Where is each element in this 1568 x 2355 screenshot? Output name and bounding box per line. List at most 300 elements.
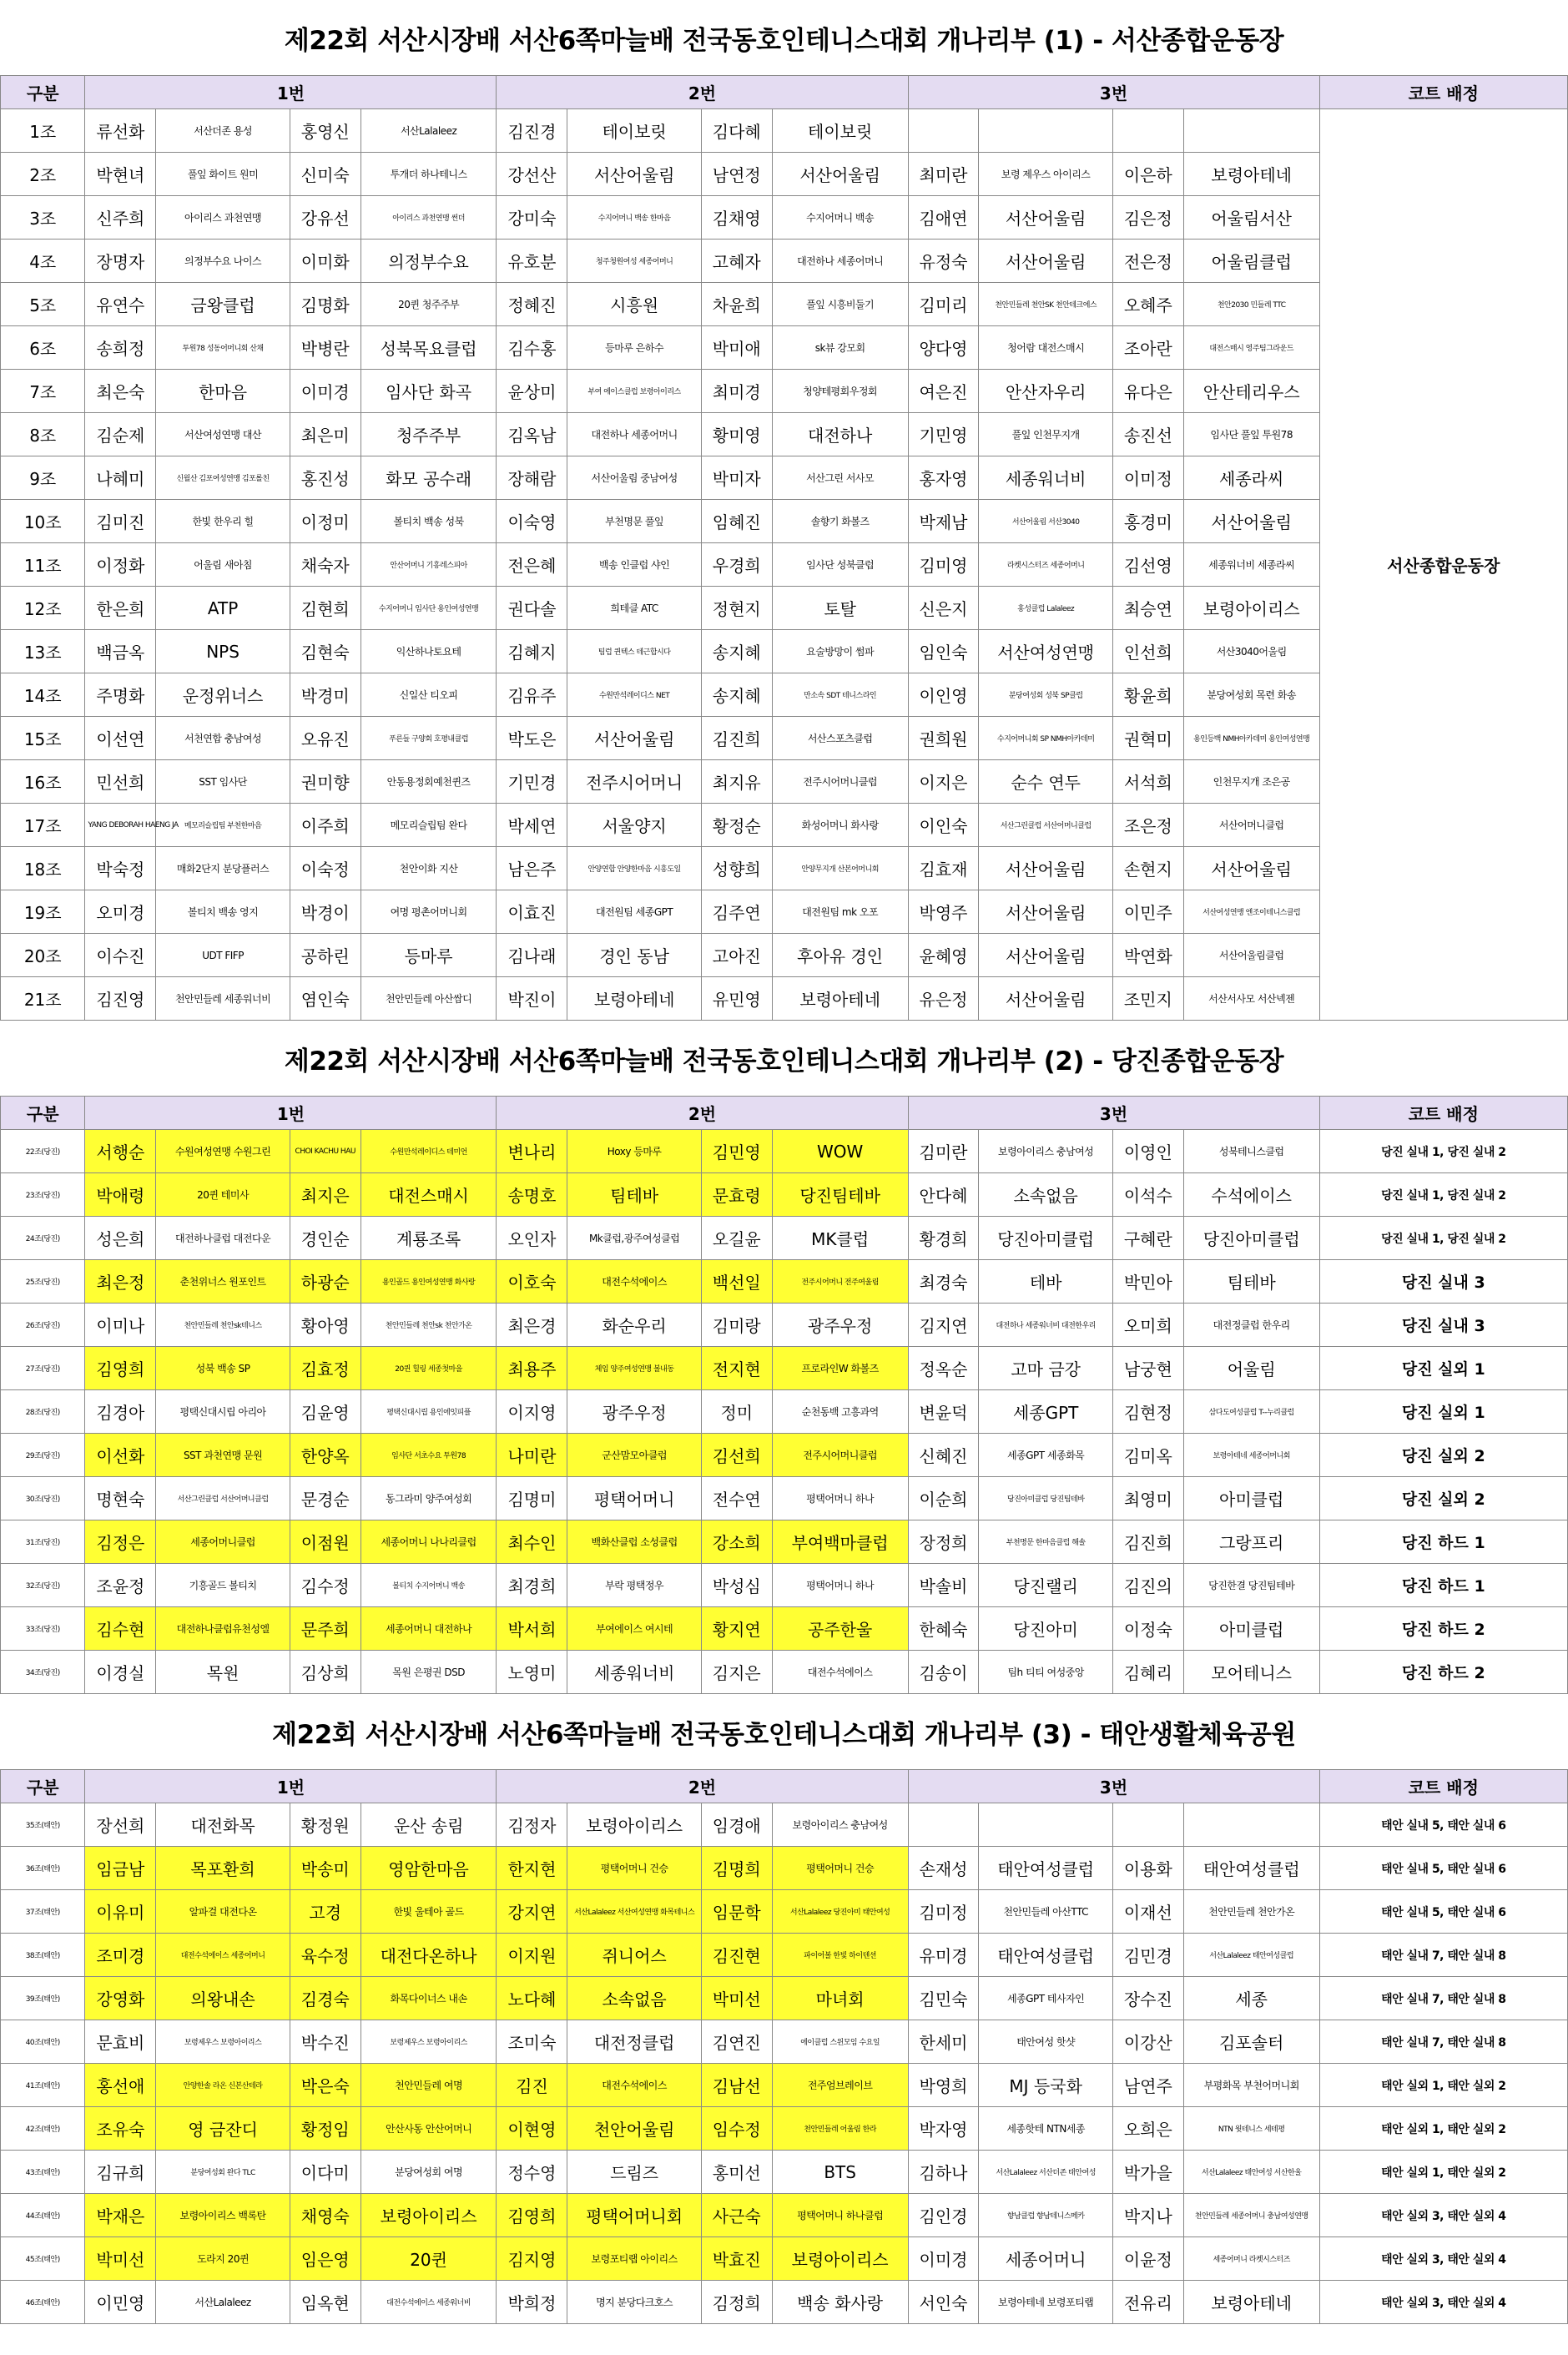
player-name: 이정미 (290, 500, 360, 543)
player-club: 어울림 새아침 (156, 543, 290, 587)
player-name: 최미란 (908, 153, 979, 196)
bracket-table (0, 75, 1568, 1021)
player-club: 서천연합 충남여성 (156, 717, 290, 760)
player-name: 김민영 (701, 1130, 772, 1173)
player-name: 전은정 (1112, 240, 1183, 283)
player-club: 대전하나클럽 대전다운 (156, 1217, 290, 1260)
column-header: 코트 배정 (1319, 76, 1567, 109)
player-club: 등마루 은하수 (567, 326, 701, 370)
player-club: 서산Lalaleez 태안여성클럽 (1183, 1934, 1319, 1977)
player-name: 김미리 (908, 283, 979, 326)
player-name: 구혜란 (1112, 1217, 1183, 1260)
table-row (1, 1564, 1568, 1607)
player-name: 박영주 (908, 890, 979, 934)
player-name: 홍미선 (701, 2151, 772, 2194)
player-club: 대전스매시 (360, 1173, 497, 1217)
player-club: 보령제우스 보령아이리스 (156, 2020, 290, 2064)
player-club: 성북 백송 SP (156, 1347, 290, 1390)
player-club: 부평화목 부천어머니회 (1183, 2064, 1319, 2107)
player-name: 최지은 (290, 1173, 360, 1217)
player-club: 테이보릿 (772, 109, 908, 153)
court-assignment: 태안 실외 3, 태안 실외 4 (1319, 2281, 1567, 2324)
player-club: 세종어머니 대전하나 (360, 1607, 497, 1651)
player-name: 류선화 (85, 109, 156, 153)
player-name: 오혜주 (1112, 283, 1183, 326)
player-club: 서산Lalaleez (156, 2281, 290, 2324)
player-club: 세종워너비 (567, 1651, 701, 1694)
group-label: 20조 (1, 934, 85, 977)
group-label: 31조(당진) (1, 1520, 85, 1564)
player-club: 안동용정회예천퀸즈 (360, 760, 497, 804)
table-row (1, 2151, 1568, 2194)
player-club: 천안민들레 천안sk 천안가온 (360, 1304, 497, 1347)
player-name: 양다영 (908, 326, 979, 370)
player-club: 어울림클럽 (1183, 240, 1319, 283)
player-name: 남연정 (701, 153, 772, 196)
player-name: 정수영 (497, 2151, 567, 2194)
player-name: 한지현 (497, 1847, 567, 1890)
column-header: 2번 (497, 76, 908, 109)
column-header: 3번 (908, 76, 1319, 109)
player-name: 문경순 (290, 1477, 360, 1520)
player-club: 서산어울림 (567, 153, 701, 196)
column-header: 3번 (908, 1770, 1319, 1803)
group-label: 19조 (1, 890, 85, 934)
player-name: 송지혜 (701, 630, 772, 673)
player-club: 아이리스 과천연맹 썬더 (360, 196, 497, 240)
player-name: 최수인 (497, 1520, 567, 1564)
player-name: 이유미 (85, 1890, 156, 1934)
player-club: 대전정클럽 (567, 2020, 701, 2064)
player-club: 수원만석레이디스 NET (567, 673, 701, 717)
player-name: 김혜지 (497, 630, 567, 673)
player-club: 대전원팀 mk 오포 (772, 890, 908, 934)
player-name: 장정희 (908, 1520, 979, 1564)
table-row (1, 1520, 1568, 1564)
player-club: 체임 양주여성연맹 볼내동 (567, 1347, 701, 1390)
column-header: 3번 (908, 1097, 1319, 1130)
player-name: 김정자 (497, 1803, 567, 1847)
player-name: 이윤정 (1112, 2237, 1183, 2281)
player-name: 이민영 (85, 2281, 156, 2324)
player-club: 소속없음 (979, 1173, 1112, 1217)
court-assignment: 태안 실외 1, 태안 실외 2 (1319, 2064, 1567, 2107)
table-row (1, 1890, 1568, 1934)
court-assignment: 태안 실내 7, 태안 실내 8 (1319, 2020, 1567, 2064)
group-label: 8조 (1, 413, 85, 456)
player-name: 이미경 (908, 2237, 979, 2281)
player-club: 부락 평택정우 (567, 1564, 701, 1607)
group-label: 3조 (1, 196, 85, 240)
player-name: 김진경 (497, 109, 567, 153)
court-assignment: 태안 실내 7, 태안 실내 8 (1319, 1977, 1567, 2020)
player-name: 신주희 (85, 196, 156, 240)
player-name: 고혜자 (701, 240, 772, 283)
player-club: 보령아이리스 충남여성 (772, 1803, 908, 1847)
table-row (1, 2281, 1568, 2324)
player-club: 보령아테네 (1183, 2281, 1319, 2324)
player-club: 드림즈 (567, 2151, 701, 2194)
player-club: NPS (156, 630, 290, 673)
player-club: 서산Lalaleez 서산더존 태안여성 (979, 2151, 1112, 2194)
player-name (1112, 1803, 1183, 1847)
player-club: 향남클럽 향남테니스메카 (979, 2194, 1112, 2237)
player-name: 홍영신 (290, 109, 360, 153)
court-assignment: 태안 실내 5, 태안 실내 6 (1319, 1803, 1567, 1847)
player-name: 서행순 (85, 1130, 156, 1173)
player-club: 희테클 ATC (567, 587, 701, 630)
player-club: 그랑프리 (1183, 1520, 1319, 1564)
table-row (1, 1260, 1568, 1304)
group-label: 32조(당진) (1, 1564, 85, 1607)
player-name: 이다미 (290, 2151, 360, 2194)
player-name: 이점원 (290, 1520, 360, 1564)
court-assignment: 태안 실내 5, 태안 실내 6 (1319, 1847, 1567, 1890)
player-club: 운산 송림 (360, 1803, 497, 1847)
player-name: 김경숙 (290, 1977, 360, 2020)
player-club: 서산어울림클럽 (1183, 934, 1319, 977)
player-name: 임혜진 (701, 500, 772, 543)
player-name: 신은지 (908, 587, 979, 630)
player-name: 이미경 (290, 370, 360, 413)
player-name: 최경희 (497, 1564, 567, 1607)
player-name: 김다혜 (701, 109, 772, 153)
player-name (1112, 109, 1183, 153)
player-club: 서산3040어울림 (1183, 630, 1319, 673)
player-name: 김명희 (701, 1847, 772, 1890)
player-club: 보령아이리스 백록탄 (156, 2194, 290, 2237)
player-club: 대전수석에이스 (567, 1260, 701, 1304)
player-name: 이호숙 (497, 1260, 567, 1304)
player-name: 이미정 (1112, 456, 1183, 500)
player-club: 세종GPT 세종화목 (979, 1434, 1112, 1477)
player-name: 최미경 (701, 370, 772, 413)
player-club: 안산자우리 (979, 370, 1112, 413)
player-name: 장명자 (85, 240, 156, 283)
player-name: 박애령 (85, 1173, 156, 1217)
player-name: 황미영 (701, 413, 772, 456)
player-club: 팀테바 (567, 1173, 701, 1217)
player-club: 보령제우스 보령아이리스 (360, 2020, 497, 2064)
player-club: 백송 인클럽 샤인 (567, 543, 701, 587)
player-name: 채숙자 (290, 543, 360, 587)
player-name: 임금남 (85, 1847, 156, 1890)
court-assignment: 당진 실외 1 (1319, 1347, 1567, 1390)
table-row (1, 109, 1568, 153)
player-name: 공하린 (290, 934, 360, 977)
player-name: 이효진 (497, 890, 567, 934)
player-name: 김명미 (497, 1477, 567, 1520)
player-club: 평택어머니회 (567, 2194, 701, 2237)
player-club: 아이리스 과천연맹 (156, 196, 290, 240)
player-club: 전주시어머니클럽 (772, 760, 908, 804)
player-name: 박진이 (497, 977, 567, 1021)
player-club: Hoxy 등마루 (567, 1130, 701, 1173)
player-name: 손재성 (908, 1847, 979, 1890)
player-club: 서산어울림 (979, 977, 1112, 1021)
player-name: 정옥순 (908, 1347, 979, 1390)
player-club: 대전스매시 영주팀그라운드 (1183, 326, 1319, 370)
player-name: 전유리 (1112, 2281, 1183, 2324)
player-name: 황정원 (290, 1803, 360, 1847)
player-club: 안양한솔 라온 신본산테라 (156, 2064, 290, 2107)
player-club: 투개더 하나테니스 (360, 153, 497, 196)
player-club: 분당여성회 목련 화송 (1183, 673, 1319, 717)
player-name: 하광순 (290, 1260, 360, 1304)
player-name: 강영화 (85, 1977, 156, 2020)
player-club: 대전화목 (156, 1803, 290, 1847)
player-name: 이용화 (1112, 1847, 1183, 1890)
court-assignment: 당진 실내 3 (1319, 1304, 1567, 1347)
player-club: 서산어울림 (1183, 500, 1319, 543)
player-name: 이강산 (1112, 2020, 1183, 2064)
player-name: 김영희 (497, 2194, 567, 2237)
player-club: 세종어머니 라켓시스터즈 (1183, 2237, 1319, 2281)
player-club: 천안민들레 세종워너비 (156, 977, 290, 1021)
player-club: 파이어볼 한빛 하이텐션 (772, 1934, 908, 1977)
player-name: 권다솔 (497, 587, 567, 630)
player-club: 기흥골드 볼티치 (156, 1564, 290, 1607)
player-name: 김채영 (701, 196, 772, 240)
player-club: 세종어머니클럽 (156, 1520, 290, 1564)
player-name: 이현영 (497, 2107, 567, 2151)
player-name: 이수진 (85, 934, 156, 977)
player-club: 보령아이리스 (772, 2237, 908, 2281)
player-club: 후아유 경인 (772, 934, 908, 977)
player-name: 송희정 (85, 326, 156, 370)
group-label: 13조 (1, 630, 85, 673)
player-club: 보령아이리스 (567, 1803, 701, 1847)
table-row (1, 2237, 1568, 2281)
player-name: 김남선 (701, 2064, 772, 2107)
player-name (908, 1803, 979, 1847)
court-assignment: 당진 하드 2 (1319, 1651, 1567, 1694)
table-row (1, 1130, 1568, 1173)
player-name: 권혁미 (1112, 717, 1183, 760)
player-club: 세종GPT 테사자인 (979, 1977, 1112, 2020)
player-club: 운정위너스 (156, 673, 290, 717)
player-name: 육수정 (290, 1934, 360, 1977)
player-name: 남연주 (1112, 2064, 1183, 2107)
court-assignment: 태안 실내 5, 태안 실내 6 (1319, 1890, 1567, 1934)
court-assignment: 당진 실내 3 (1319, 1260, 1567, 1304)
player-club: 천안민들레 천안가온 (1183, 1890, 1319, 1934)
player-club: 성북테니스클럽 (1183, 1130, 1319, 1173)
player-club: 세종 (1183, 1977, 1319, 2020)
table-row (1, 1651, 1568, 1694)
court-assignment: 당진 실외 2 (1319, 1477, 1567, 1520)
player-club: 대전하나 세종워너비 대전한우리 (979, 1304, 1112, 1347)
player-club: 수지어머니 백송 한마음 (567, 196, 701, 240)
player-name: 김수홍 (497, 326, 567, 370)
player-club: 임사단 서초수요 투원78 (360, 1434, 497, 1477)
player-club (1183, 1803, 1319, 1847)
player-club: 보령아테네 (567, 977, 701, 1021)
column-header: 1번 (85, 1097, 497, 1130)
player-club: 부여에이스 여시테 (567, 1607, 701, 1651)
player-club: 푸른들 구양회 호평내클럽 (360, 717, 497, 760)
player-name: 이경실 (85, 1651, 156, 1694)
player-name: 문주희 (290, 1607, 360, 1651)
court-assignment: 당진 실내 1, 당진 실내 2 (1319, 1173, 1567, 1217)
player-name: 최은경 (497, 1304, 567, 1347)
player-name: 오인자 (497, 1217, 567, 1260)
player-club: 태안여성 핫샷 (979, 2020, 1112, 2064)
player-name: 박자영 (908, 2107, 979, 2151)
player-name: 김진 (497, 2064, 567, 2107)
player-club: BTS (772, 2151, 908, 2194)
group-label: 4조 (1, 240, 85, 283)
group-label: 40조(태안) (1, 2020, 85, 2064)
player-club: 임사단 풀잎 투원78 (1183, 413, 1319, 456)
player-club: 천안민들레 천안SK 천안테크에스 (979, 283, 1112, 326)
player-name: 김미옥 (1112, 1434, 1183, 1477)
player-club: 순수 연두 (979, 760, 1112, 804)
table-row (1, 2107, 1568, 2151)
player-name: 조미경 (85, 1934, 156, 1977)
group-label: 21조 (1, 977, 85, 1021)
column-header: 코트 배정 (1319, 1770, 1567, 1803)
player-club: 서산Lalaleez 서산여성연맹 화목테니스 (567, 1890, 701, 1934)
group-label: 37조(태안) (1, 1890, 85, 1934)
player-name: 이인숙 (908, 804, 979, 847)
player-name: 김진희 (1112, 1520, 1183, 1564)
player-name: 남궁현 (1112, 1347, 1183, 1390)
group-label: 16조 (1, 760, 85, 804)
player-name: 조유숙 (85, 2107, 156, 2151)
group-label: 26조(당진) (1, 1304, 85, 1347)
player-club: 마녀회 (772, 1977, 908, 2020)
player-name: 채영숙 (290, 2194, 360, 2237)
player-club: 경인 동남 (567, 934, 701, 977)
player-club: 한마음 (156, 370, 290, 413)
table-row (1, 1607, 1568, 1651)
player-club: 매화2단지 분당플러스 (156, 847, 290, 890)
player-club: 평택어머니 하나 (772, 1564, 908, 1607)
player-club: 테바 (979, 1260, 1112, 1304)
player-name: 성향희 (701, 847, 772, 890)
player-name: 오미희 (1112, 1304, 1183, 1347)
group-label: 42조(태안) (1, 2107, 85, 2151)
player-club: 팀럽 퀸텍스 테근합시다 (567, 630, 701, 673)
player-name: 김현정 (1112, 1390, 1183, 1434)
court-assignment: 당진 실외 2 (1319, 1434, 1567, 1477)
player-club: 임사단 화곡 (360, 370, 497, 413)
player-club: 천안어울림 (567, 2107, 701, 2151)
group-label: 28조(당진) (1, 1390, 85, 1434)
player-club: 안양무지개 산본어머니회 (772, 847, 908, 890)
player-club: 어울림 (1183, 1347, 1319, 1390)
group-label: 35조(태안) (1, 1803, 85, 1847)
player-name: 박현녀 (85, 153, 156, 196)
player-club: sk뷰 강모회 (772, 326, 908, 370)
player-name: 박재은 (85, 2194, 156, 2237)
player-club: 평택어머니 하나클럽 (772, 2194, 908, 2237)
player-name: 김효재 (908, 847, 979, 890)
player-club: 태안여성클럽 (1183, 1847, 1319, 1890)
player-club: 분당여성회 완다 TLC (156, 2151, 290, 2194)
group-label: 7조 (1, 370, 85, 413)
player-name: 한혜숙 (908, 1607, 979, 1651)
player-club: 볼티치 수지어머니 백송 (360, 1564, 497, 1607)
player-club: 한빛 울테아 골드 (360, 1890, 497, 1934)
player-name: 임문학 (701, 1890, 772, 1934)
player-club: 영암한마음 (360, 1847, 497, 1890)
player-name: 전은혜 (497, 543, 567, 587)
player-name: 박효진 (701, 2237, 772, 2281)
player-club: 토탈 (772, 587, 908, 630)
player-club: 춘천위너스 원포인트 (156, 1260, 290, 1304)
player-club: 세종어머니 나나리클럽 (360, 1520, 497, 1564)
player-name: 사근숙 (701, 2194, 772, 2237)
player-name: 황정순 (701, 804, 772, 847)
player-name: 한세미 (908, 2020, 979, 2064)
player-name: 기민영 (908, 413, 979, 456)
group-label: 41조(태안) (1, 2064, 85, 2107)
player-club: 보령아이리스 (1183, 587, 1319, 630)
player-name: 유호분 (497, 240, 567, 283)
player-name: 황지연 (701, 1607, 772, 1651)
player-club: 성북목요클럽 (360, 326, 497, 370)
player-name: 최은숙 (85, 370, 156, 413)
player-club: 세종핫테 NTN세종 (979, 2107, 1112, 2151)
table-row (1, 2020, 1568, 2064)
player-name: 조아란 (1112, 326, 1183, 370)
player-club: 서산어울림 (979, 847, 1112, 890)
player-club: 등마루 (360, 934, 497, 977)
group-label: 30조(당진) (1, 1477, 85, 1520)
player-name: 노다혜 (497, 1977, 567, 2020)
player-club: 보령 제우스 아이리스 (979, 153, 1112, 196)
player-club: 안산사동 안산어머니 (360, 2107, 497, 2151)
player-club: 수지어머니 백송 (772, 196, 908, 240)
player-club: 세종어머니 (979, 2237, 1112, 2281)
player-name: 최용주 (497, 1347, 567, 1390)
player-name: 경인순 (290, 1217, 360, 1260)
player-name: 박성심 (701, 1564, 772, 1607)
group-label: 5조 (1, 283, 85, 326)
player-name: 김민숙 (908, 1977, 979, 2020)
player-club: Mk클럽,광주여성클럽 (567, 1217, 701, 1260)
player-club: 분당여성회 여명 (360, 2151, 497, 2194)
player-club: UDT FIFP (156, 934, 290, 977)
player-club: 서산여성연맹 (979, 630, 1112, 673)
court-assignment: 당진 실외 1 (1319, 1390, 1567, 1434)
player-name: 강미숙 (497, 196, 567, 240)
player-club: 임사단 성북클럽 (772, 543, 908, 587)
player-name: 황경희 (908, 1217, 979, 1260)
player-club: 팀테바 (1183, 1260, 1319, 1304)
player-name: 김윤영 (290, 1390, 360, 1434)
player-club: 대전수석에이스 (772, 1651, 908, 1694)
player-club: 풀잎 인천무지개 (979, 413, 1112, 456)
player-name: 김애연 (908, 196, 979, 240)
player-name: 전지현 (701, 1347, 772, 1390)
player-club: 대전원팀 세종GPT (567, 890, 701, 934)
player-name: 유정숙 (908, 240, 979, 283)
group-label: 14조 (1, 673, 85, 717)
player-name: 나혜미 (85, 456, 156, 500)
player-club: 아미클럽 (1183, 1607, 1319, 1651)
player-name: 권미향 (290, 760, 360, 804)
player-club (1183, 109, 1319, 153)
player-club: 당진아미클럽 (979, 1217, 1112, 1260)
player-club: 김포솔터 (1183, 2020, 1319, 2064)
player-name: 박희정 (497, 2281, 567, 2324)
player-club: 평택어머니 하나 (772, 1477, 908, 1520)
court-assignment: 당진 하드 1 (1319, 1564, 1567, 1607)
player-name: 김진현 (701, 1934, 772, 1977)
